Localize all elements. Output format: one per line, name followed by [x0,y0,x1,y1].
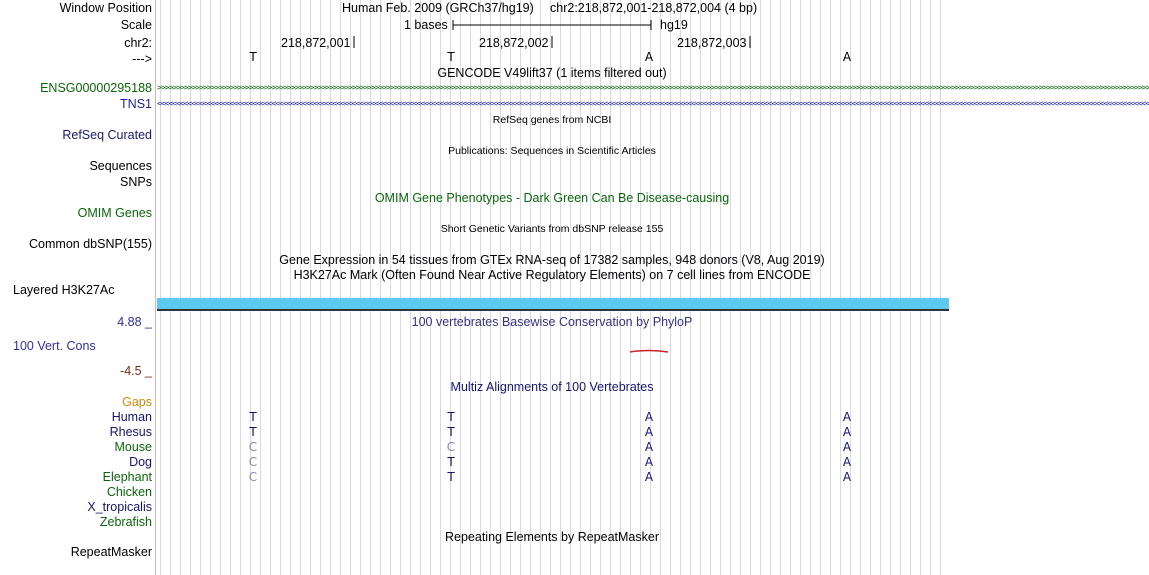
alignment-base: T [249,425,257,439]
species-label[interactable]: Rhesus [109,425,152,439]
gaps-label: Gaps [122,395,152,409]
h3k27ac-baseline [157,309,949,311]
window-position-label: Window Position [59,1,152,15]
reference-base: A [842,50,852,64]
coord-tick-3: 218,872,003 [677,36,747,50]
h3k27ac-signal-bar[interactable] [157,298,949,309]
phylop-max-label: 4.88 _ [117,315,152,329]
scale-bar [452,18,654,32]
coord-tick-1: 218,872,001 [281,36,351,50]
species-label[interactable]: Elephant [102,470,152,484]
right-chevron-icon: >>>>>>>>>>>>>>>>>>>>>>>>>>>>>>>>>>>>>>>>>>>>>>>>>>>>>>>>>>>>>>>>>>>>>>>>>>>>>>>>>>>>>>>>>>>>>>>>>>>>>>>>>>>>>>>>>>>>>>>>>>>>>>>>>>>>>>>>>>>>>>>>>>>>>>>>>>>>>>>>>>>>>>>>>>>>>>>>>>>>>>>>>>>>>>>>>>>>>>>>>>>>>>>>>>>>>>>>>>>>>>>>>>>>>>>>>>>>>>>>>>>>>>>>>>>>>>>>>>>> [157,83,1149,92]
phylop-track-label[interactable]: 100 Vert. Cons [13,339,96,353]
reference-base: T [249,50,257,64]
species-label[interactable]: Dog [129,455,152,469]
alignment-base: T [447,455,455,469]
species-label[interactable]: X_tropicalis [87,500,152,514]
alignment-base: T [249,410,257,424]
assembly-text: Human Feb. 2009 (GRCh37/hg19) [342,1,534,15]
alignment-base: A [644,410,654,424]
phylop-signal [628,348,670,356]
multiz-track-title[interactable]: Multiz Alignments of 100 Vertebrates [450,380,654,394]
tns1-gene-label[interactable]: TNS1 [120,97,152,111]
species-label[interactable]: Human [111,410,152,424]
coord-tick-marks [353,35,753,49]
gtex-track-title[interactable]: Gene Expression in 54 tissues from GTEx RNA-seq of 17382 samples, 948 donors (V8, Aug 2019) [279,253,825,267]
sequences-track-label[interactable]: Sequences [89,159,152,173]
repeatmasker-track-label[interactable]: RepeatMasker [70,545,152,559]
h3k27ac-track-title[interactable]: H3K27Ac Mark (Often Found Near Active Regulatory Elements) on 7 cell lines from ENCODE [293,268,811,282]
alignment-base: C [248,440,258,454]
alignment-base: A [842,470,852,484]
scale-db: hg19 [660,18,688,32]
snps-track-label[interactable]: SNPs [120,175,152,189]
omim-track-title[interactable]: OMIM Gene Phenotypes - Dark Green Can Be Disease-causing [374,191,730,205]
species-label[interactable]: Mouse [114,440,152,454]
alignment-base: A [842,440,852,454]
dbsnp-track-title[interactable]: Short Genetic Variants from dbSNP release 155 [440,223,664,235]
omim-track-label[interactable]: OMIM Genes [77,206,152,220]
position-text: chr2:218,872,001-218,872,004 (4 bp) [550,1,758,15]
refseq-track-title[interactable]: RefSeq genes from NCBI [492,114,612,126]
alignment-base: C [446,440,456,454]
phylop-min-label: -4.5 _ [120,364,152,378]
alignment-base: T [447,410,455,424]
alignment-base: A [842,425,852,439]
publications-track-title[interactable]: Publications: Sequences in Scientific Articles [448,145,656,157]
gencode-track-title[interactable]: GENCODE V49lift37 (1 items filtered out) [437,66,667,80]
track-label-column [0,0,156,575]
species-label[interactable]: Zebrafish [99,515,152,529]
alignment-base: A [644,440,654,454]
phylop-track-title[interactable]: 100 vertebrates Basewise Conservation by PhyloP [411,315,693,329]
alignment-base: A [644,425,654,439]
dbsnp-track-label[interactable]: Common dbSNP(155) [29,237,152,251]
scale-value: 1 bases [404,18,448,32]
refseq-track-label[interactable]: RefSeq Curated [62,128,152,142]
species-label[interactable]: Chicken [106,485,152,499]
reference-base: A [644,50,654,64]
alignment-base: T [447,470,455,484]
alignment-base: A [842,455,852,469]
scale-label: Scale [120,18,152,32]
tns1-strand-bar[interactable] [157,99,1149,109]
strand-arrow-label: ---> [132,52,152,66]
h3k27ac-track-label[interactable]: Layered H3K27Ac [13,283,115,297]
alignment-base: A [842,410,852,424]
gencode-gene-label[interactable]: ENSG00000295188 [40,81,152,95]
repeatmasker-track-title[interactable]: Repeating Elements by RepeatMasker [444,530,660,544]
left-chevron-icon: <<<<<<<<<<<<<<<<<<<<<<<<<<<<<<<<<<<<<<<<<<<<<<<<<<<<<<<<<<<<<<<<<<<<<<<<<<<<<<<<<<<<<<<<<<<<<<<<<<<<<<<<<<<<<<<<<<<<<<<<<<<<<<<<<<<<<<<<<<<<<<<<<<<<<<<<<<<<<<<<<<<<<<<<<<<<<<<<<<<<<<<<<<<<<<<<<<<<<<<<<<<<<<<<<<<<<<<<<<<<<<<<<<<<<<<<<<<<<<<<<<<<<<<<<<<<<<<<<<<< [157,99,1149,108]
reference-base: T [447,50,455,64]
alignment-base: A [644,455,654,469]
chrom-label: chr2: [124,36,152,50]
coord-tick-2: 218,872,002 [479,36,549,50]
gencode-strand-bar[interactable] [157,83,1149,93]
alignment-base: C [248,470,258,484]
alignment-base: A [644,470,654,484]
alignment-base: T [447,425,455,439]
alignment-base: C [248,455,258,469]
